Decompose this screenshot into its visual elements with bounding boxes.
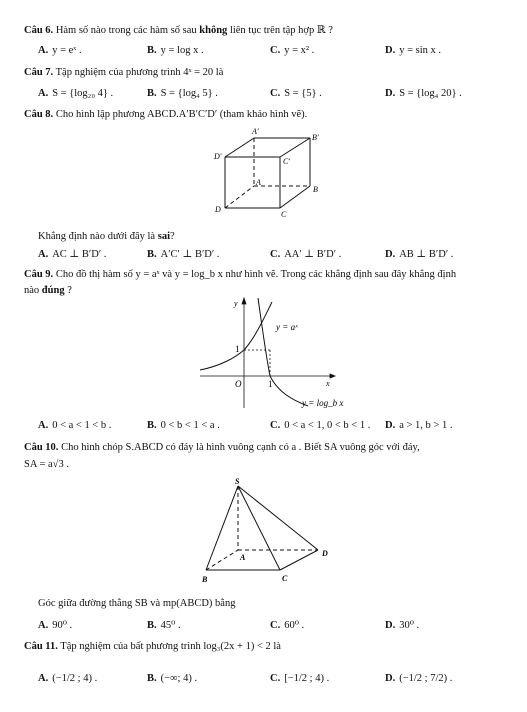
curve-log-label: y = log_b x <box>302 398 344 408</box>
y-axis-label: y <box>234 299 238 308</box>
q7-option-d[interactable]: D. S = {log₄ 20} . <box>385 88 462 99</box>
q6-option-b[interactable]: B. y = log x . <box>147 45 204 56</box>
edge-ba <box>206 550 238 570</box>
q8-option-a[interactable]: A. AC ⊥ B′D′ . <box>38 249 107 260</box>
q11-option-b[interactable]: B. (−∞; 4) . <box>147 673 198 684</box>
q9-number: Câu 9. <box>24 269 54 280</box>
q10-option-d[interactable]: D. 30⁰ . <box>385 620 420 631</box>
q7-option-a[interactable]: A. S = {log₂₀ 4} . <box>38 88 114 99</box>
q10-option-b[interactable]: B. 45⁰ . <box>147 620 181 631</box>
q6-option-a[interactable]: A. y = eˣ . <box>38 45 82 56</box>
q11-option-c[interactable]: C. [−1/2 ; 4) . <box>270 673 330 684</box>
curve-exp-label: y = aˣ <box>276 322 298 332</box>
q7-text: Tập nghiệm của phương trình 4ˣ = 20 là <box>55 67 224 78</box>
q10-prompt: Góc giữa đường thẳng SB và mp(ABCD) bằng <box>38 598 236 609</box>
x-axis-label: x <box>326 379 330 388</box>
q10-option-c[interactable]: C. 60⁰ . <box>270 620 305 631</box>
q6-number: Câu 6. <box>24 25 54 36</box>
function-graph <box>200 296 344 414</box>
q10-number: Câu 10. <box>24 442 59 453</box>
q10-text: Cho hình chóp S.ABCD có đáy là hình vuông cạnh có a . Biết SA vuông góc với đáy, <box>61 442 420 453</box>
q7-option-b[interactable]: B. S = {log₄ 5} . <box>147 88 218 99</box>
q7-option-c[interactable]: C. S = {5} . <box>270 88 322 99</box>
label-s: S <box>235 477 240 486</box>
q6-text-end: liên tục trên tập hợp ℝ ? <box>229 25 333 36</box>
q11-text: Tập nghiệm của bất phương trình log₃(2x + 1) < 2 là <box>60 641 281 652</box>
q7-number: Câu 7. <box>24 67 54 78</box>
edge-sb <box>206 486 238 570</box>
q9-option-b[interactable]: B. 0 < b < 1 < a . <box>147 420 220 431</box>
edge-d1a1 <box>225 138 254 157</box>
label-c: C <box>282 574 288 583</box>
q11-stem <box>24 640 507 654</box>
q9-option-a[interactable]: A. 0 < a < 1 < b . <box>38 420 112 431</box>
q8-number: Câu 8. <box>24 109 54 120</box>
cube-figure <box>200 128 330 228</box>
origin-label: O <box>235 379 242 389</box>
q6-option-c[interactable]: C. y = x² . <box>270 45 315 56</box>
q9-option-c[interactable]: C. 0 < a < 1, 0 < b < 1 . <box>270 420 371 431</box>
q6-text: Hàm số nào trong các hàm số sau <box>55 25 197 36</box>
label-d: D <box>322 549 328 558</box>
edge-cb <box>280 186 310 208</box>
q11-option-a[interactable]: A. (−1/2 ; 4) . <box>38 673 98 684</box>
q11-number: Câu 11. <box>24 641 58 652</box>
x-axis-arrow <box>330 374 335 378</box>
q6-bold: không <box>199 25 228 36</box>
q8-option-c[interactable]: C. AA′ ⊥ B′D′ . <box>270 249 342 260</box>
edge-c1b1 <box>280 138 310 157</box>
q6-stem <box>24 24 507 38</box>
label-c1: C' <box>283 157 291 166</box>
q8-text: Cho hình lập phương ABCD.A′B′C′D′ (tham khảo hình vẽ). <box>55 109 308 120</box>
x-one-label: 1 <box>268 379 273 389</box>
label-d: D <box>215 205 221 214</box>
y-one-label: 1 <box>235 344 240 354</box>
q10-stem-line2: SA = a√3 . <box>24 459 69 470</box>
edge-da <box>225 186 254 208</box>
q9-stem-line1 <box>24 268 507 282</box>
label-b: B <box>313 185 318 194</box>
q9-text: Cho đồ thị hàm số y = aˣ và y = log_b x như hình vẽ. Trong các khẳng định sau đây khẳng định <box>55 269 457 280</box>
label-d1: D' <box>214 152 222 161</box>
pyramid-figure <box>196 478 336 588</box>
label-b1: B' <box>312 133 319 142</box>
q8-option-d[interactable]: D. AB ⊥ B′D′ . <box>385 249 454 260</box>
edge-sd <box>238 486 318 550</box>
q6-option-d[interactable]: D. y = sin x . <box>385 45 442 56</box>
edge-cd <box>280 550 318 570</box>
y-axis-arrow <box>242 298 246 304</box>
label-a: A <box>240 553 246 562</box>
q9-stem-line2: nào đúng ? <box>24 285 72 296</box>
q9-option-d[interactable]: D. a > 1, b > 1 . <box>385 420 453 431</box>
q10-option-a[interactable]: A. 90⁰ . <box>38 620 73 631</box>
label-c: C <box>281 210 287 219</box>
q7-stem <box>24 66 507 80</box>
curve-exp <box>200 302 272 370</box>
q10-stem-line1 <box>24 441 507 455</box>
q11-option-d[interactable]: D. (−1/2 ; 7/2) . <box>385 673 453 684</box>
label-b: B <box>202 575 208 584</box>
label-a1: A' <box>252 127 259 136</box>
q8-option-b[interactable]: B. A′C′ ⊥ B′D′ . <box>147 249 220 260</box>
q8-stem <box>24 108 507 122</box>
label-a: A <box>256 178 261 187</box>
q8-prompt: Khẳng định nào dưới đây là sai? <box>38 231 175 242</box>
